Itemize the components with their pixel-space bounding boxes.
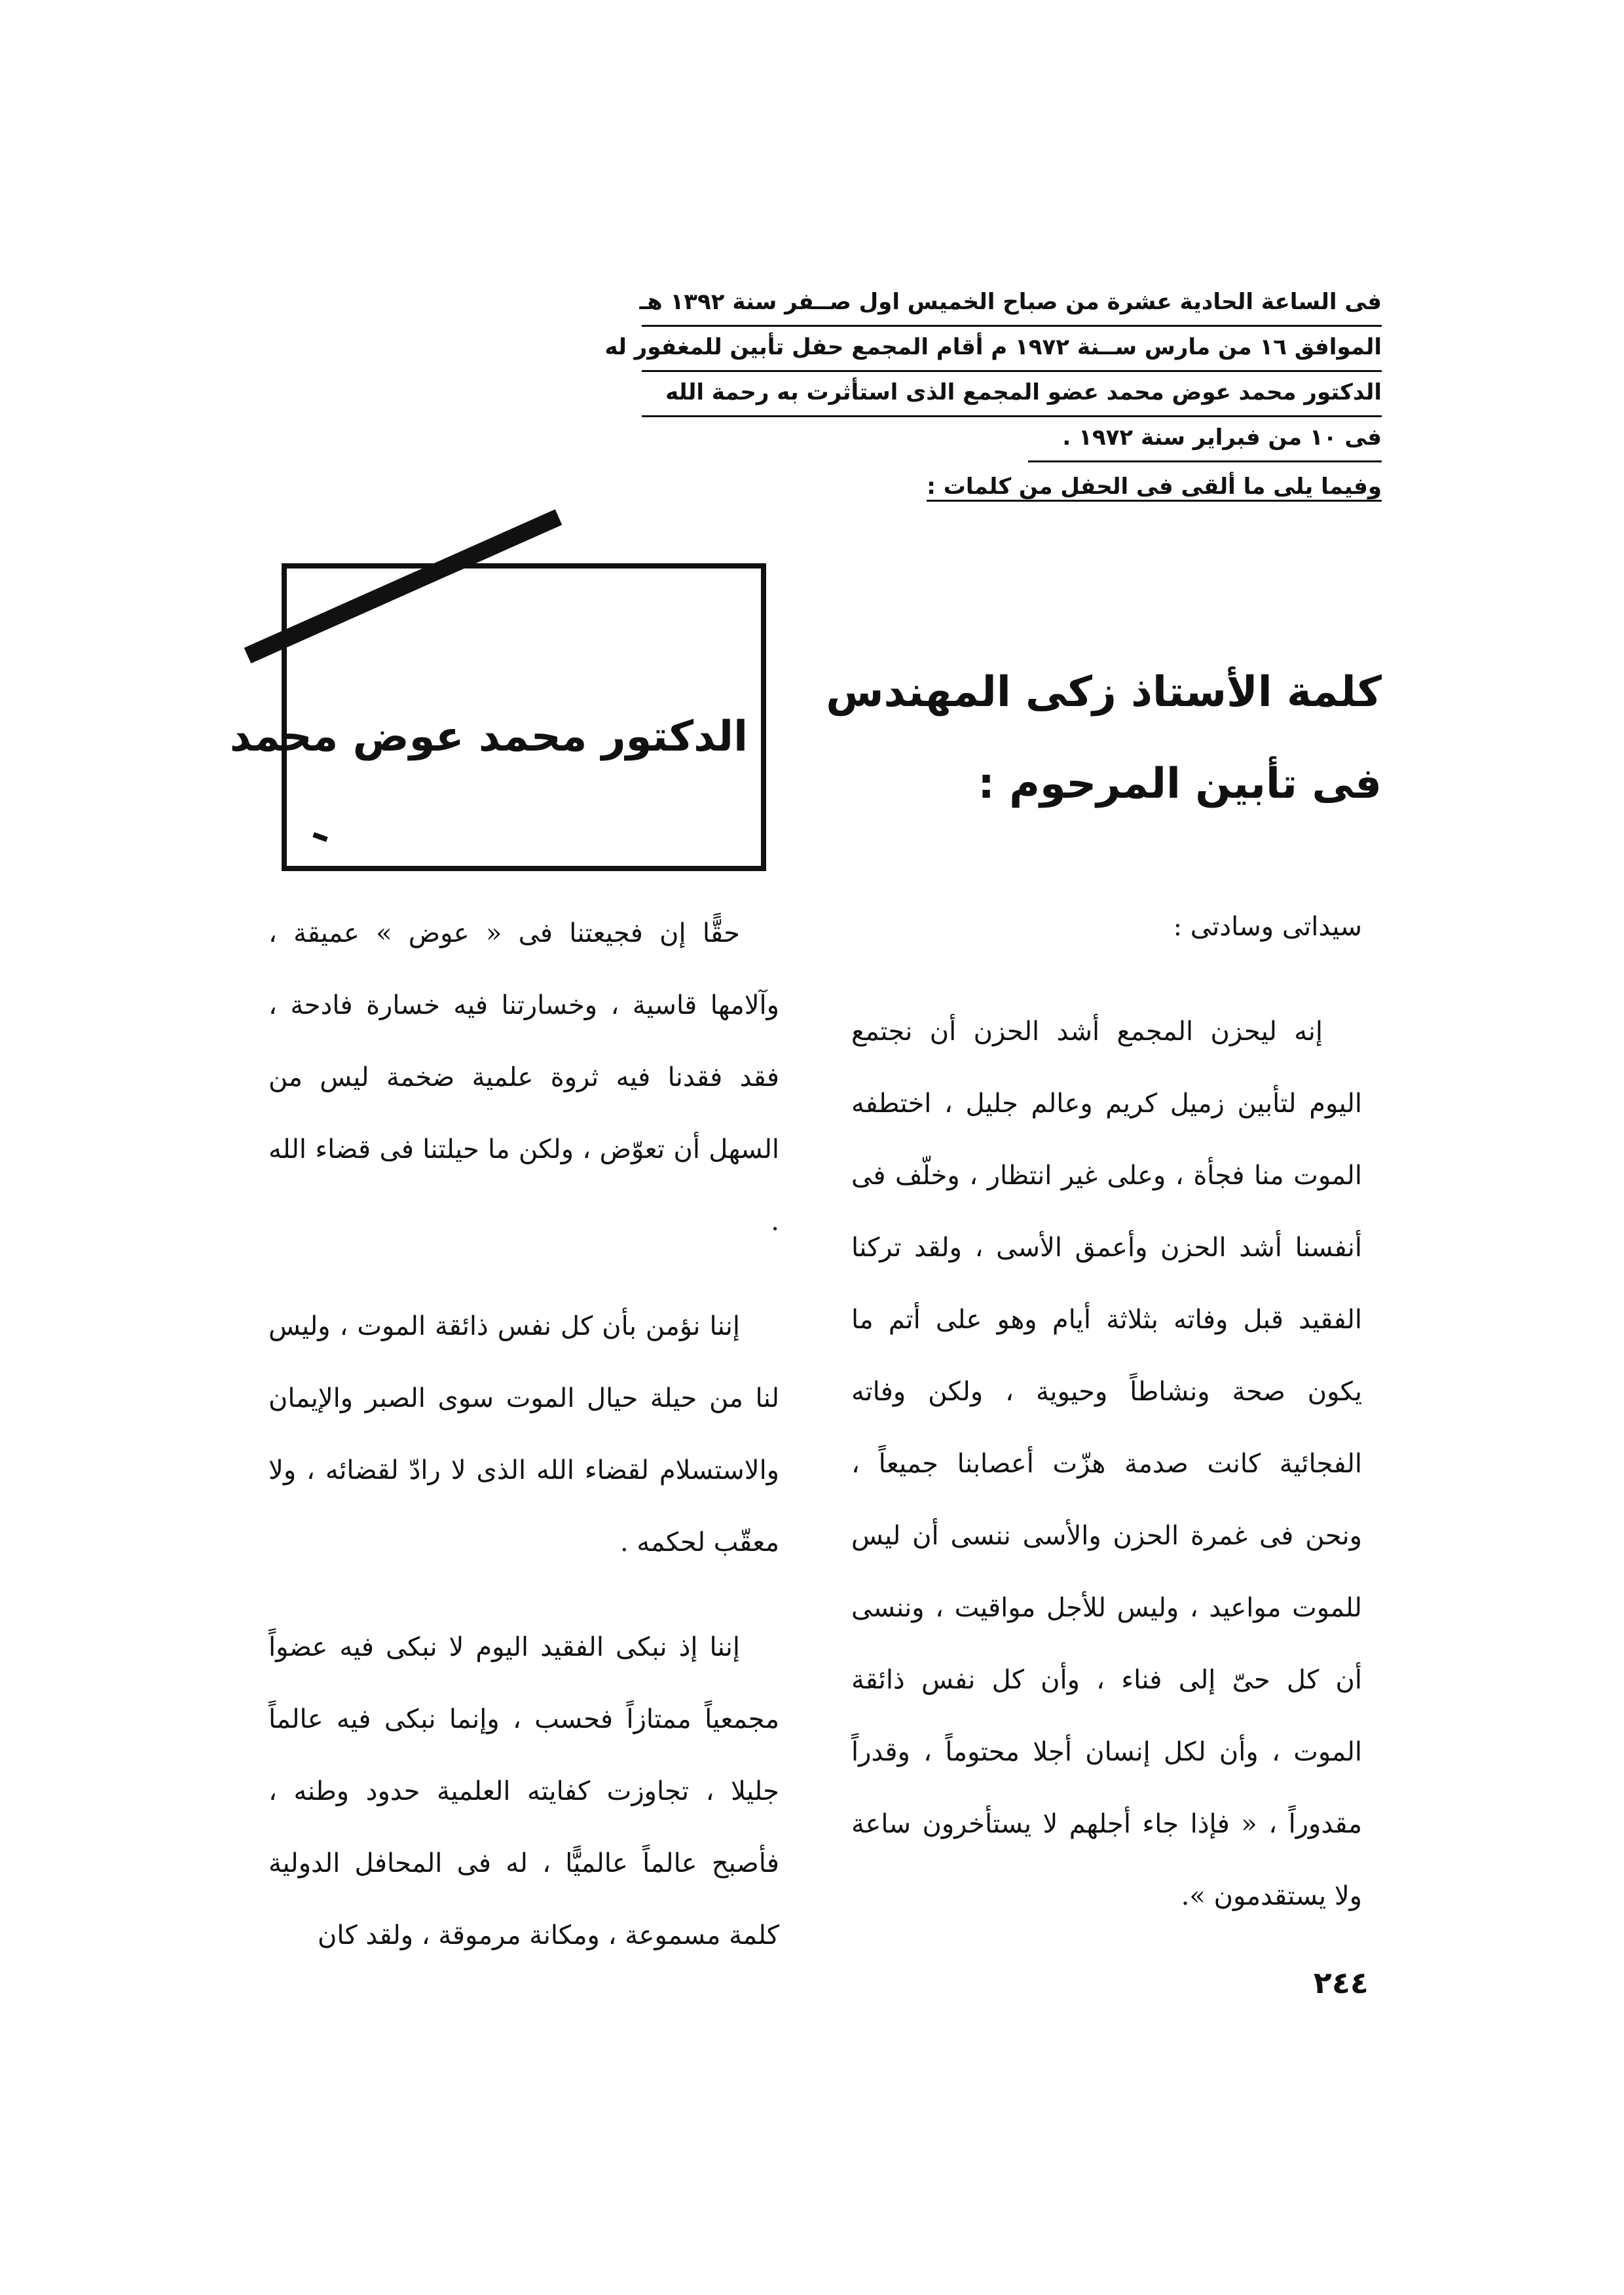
mourning-band [244,510,563,663]
intro-line: الدكتور محمد عوض محمد عضو المجمع الذى استأثرت به رحمة الله [642,372,1382,417]
intro-block [604,282,1382,510]
intro-line-text: وفيما يلى ما ألقى فى الحفل من كلمات : [927,474,1382,502]
intro-line [642,466,1382,510]
left-column [268,897,779,1971]
paragraph: حقًّا إن فجيعتنا فى « عوض » عميقة ، وآلامها قاسية ، وخسارتنا فيه خسارة فادحة ، فقد فقدنا فيه ثروة علمية ضخمة ليس من السهل أن تعوّض ، ولكن ما حيلتنا فى قضاء الله . [268,918,779,1237]
intro-line: فى الساعة الحادية عشرة من صباح الخميس اول صــفر سنة ١٣٩٢ هـ [642,282,1382,327]
paragraph: إنه ليحزن المجمع أشد الحزن أن نجتمع اليوم لتأبين زميل كريم وعالم جليل ، اختطفه الموت منا فجأة ، وعلى غير انتظار ، وخلّف فى أنفسنا أشد الحزن وأعمق الأسى ، ولقد تركنا الفقيد قبل وفاته بثلاثة أيام وهو على أتم ما يكون صحة ونشاطاً وحيوية ، ولكن وفاته الفجائية كانت صدمة هزّت أعصابنا جميعاً ، ونحن فى غمرة الحزن والأسى ننسى أن ليس للموت مواعيد ، وليس للأجل مواقيت ، وننسى أن كل حىّ إلى فناء ، وأن كل نفس ذائقة الموت ، وأن لكل إنسان أجلا محتوماً ، وقدراً مقدوراً ، « فإذا جاء أجلهم لا يستأخرون ساعة ولا يستقدمون ». [851,1017,1362,1911]
intro-line: الموافق ١٦ من مارس ســنة ١٩٧٢ م أقام المجمع حفل تأبين للمغفور له [642,327,1382,372]
page-number: ٢٤٤ [1313,1965,1369,2000]
print-mark [312,832,327,842]
right-column [851,891,1362,1932]
paragraph: إننا نؤمن بأن كل نفس ذائقة الموت ، وليس لنا من حيلة حيال الموت سوى الصبر والإيمان والاستسلام لقضاء الله الذى لا رادّ لقضائه ، ولا معقّب لحكمه . [268,1311,780,1558]
deceased-name: الدكتور محمد عوض محمد [229,713,748,761]
paragraph: إننا إذ نبكى الفقيد اليوم لا نبكى فيه عضواً مجمعياً ممتازاً فحسب ، وإنما نبكى فيه عالماً جليلا ، تجاوزت كفايته العلمية حدود وطنه ، فأصبح عالماً عالميًّا ، له فى المحافل الدولية كلمة مسموعة ، ومكانة مرموقة ، ولقد كان [268,1632,779,1950]
salutation: سيداتى وسادتى : [1173,912,1362,942]
speech-subtitle: فى تأبين المرحوم : [978,760,1382,808]
speech-title: كلمة الأستاذ زكى المهندس [826,668,1382,717]
intro-line: فى ١٠ من فبراير سنة ١٩٧٢ . [1028,417,1382,462]
mourning-name-frame [229,563,766,871]
